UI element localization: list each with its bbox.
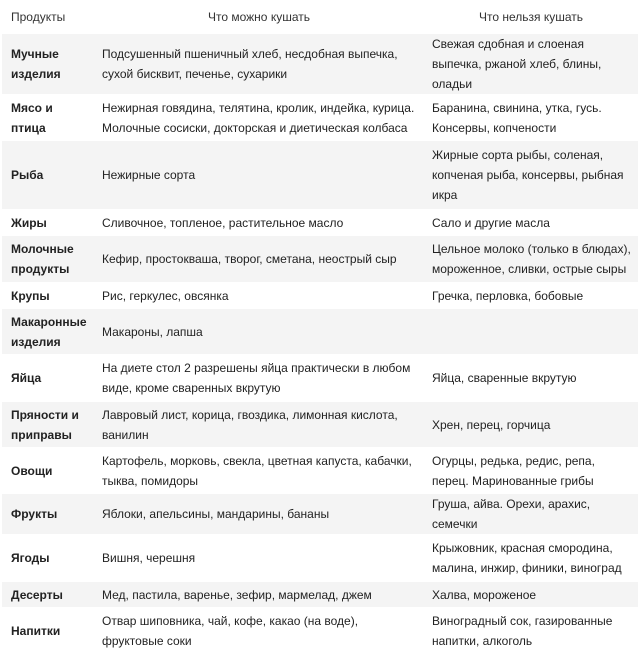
- allowed-cell: Вишня, черешня: [94, 535, 424, 582]
- forbidden-cell: Крыжовник, красная смородина, малина, инжир, финики, виноград: [424, 535, 638, 582]
- header-forbidden: Что нельзя кушать: [478, 10, 584, 24]
- header-row: [2, 0, 638, 34]
- table-row: [2, 355, 638, 402]
- forbidden-cell: Груша, айва. Орехи, арахис, семечки: [424, 494, 638, 535]
- forbidden-cell: Жирные сорта рыбы, соленая, копченая рыба, консервы, рыбная икра: [424, 141, 638, 210]
- allowed-cell: Нежирные сорта: [94, 141, 424, 210]
- product-cell: Рыба: [2, 141, 94, 210]
- forbidden-cell: [424, 309, 638, 355]
- product-cell: Десерты: [2, 582, 94, 608]
- table-row: [2, 582, 638, 608]
- product-cell: Напитки: [2, 608, 94, 654]
- forbidden-cell: Сало и другие масла: [424, 210, 638, 236]
- allowed-cell: Сливочное, топленое, растительное масло: [94, 210, 424, 236]
- product-cell: Жиры: [2, 210, 94, 236]
- table-row: [2, 210, 638, 236]
- forbidden-cell: Хрен, перец, горчица: [424, 402, 638, 448]
- table-row: [2, 34, 638, 95]
- table-row: [2, 448, 638, 494]
- product-cell: Молочные продукты: [2, 236, 94, 283]
- table-row: [2, 535, 638, 582]
- product-cell: Пряности и приправы: [2, 402, 94, 448]
- forbidden-cell: Яйца, сваренные вкрутую: [424, 355, 638, 402]
- forbidden-cell: Баранина, свинина, утка, гусь. Консервы, копчености: [424, 95, 638, 141]
- table-row: [2, 236, 638, 283]
- forbidden-cell: Виноградный сок, газированные напитки, алкоголь: [424, 608, 638, 654]
- table-row: [2, 494, 638, 535]
- product-cell: Мучные изделия: [2, 34, 94, 95]
- table-row: [2, 141, 638, 210]
- product-cell: Мясо и птица: [2, 95, 94, 141]
- table-body: [2, 34, 638, 654]
- product-cell: Яйца: [2, 355, 94, 402]
- forbidden-cell: Гречка, перловка, бобовые: [424, 283, 638, 309]
- table-row: [2, 309, 638, 355]
- allowed-cell: Лавровый лист, корица, гвоздика, лимонная кислота, ванилин: [94, 402, 424, 448]
- header-products: Продукты: [11, 10, 66, 24]
- forbidden-cell: Огурцы, редька, редис, репа, перец. Маринованные грибы: [424, 448, 638, 494]
- allowed-cell: Нежирная говядина, телятина, кролик, индейка, курица. Молочные сосиски, докторская и диетическая колбаса: [94, 95, 424, 141]
- diet-table: [2, 0, 638, 654]
- forbidden-cell: Цельное молоко (только в блюдах), мороженное, сливки, острые сыры: [424, 236, 638, 283]
- allowed-cell: Мед, пастила, варенье, зефир, мармелад, джем: [94, 582, 424, 608]
- forbidden-cell: Свежая сдобная и слоеная выпечка, ржаной хлеб, блины, оладьи: [424, 34, 638, 95]
- table-header: [2, 0, 638, 34]
- table-row: [2, 95, 638, 141]
- header-allowed: Что можно кушать: [208, 10, 310, 24]
- allowed-cell: Макароны, лапша: [94, 309, 424, 355]
- table-row: [2, 283, 638, 309]
- product-cell: Ягоды: [2, 535, 94, 582]
- allowed-cell: На диете стол 2 разрешены яйца практически в любом виде, кроме сваренных вкрутую: [94, 355, 424, 402]
- allowed-cell: Картофель, морковь, свекла, цветная капуста, кабачки, тыква, помидоры: [94, 448, 424, 494]
- allowed-cell: Отвар шиповника, чай, кофе, какао (на воде), фруктовые соки: [94, 608, 424, 654]
- product-cell: Овощи: [2, 448, 94, 494]
- allowed-cell: Рис, геркулес, овсянка: [94, 283, 424, 309]
- allowed-cell: Яблоки, апельсины, мандарины, бананы: [94, 494, 424, 535]
- allowed-cell: Кефир, простокваша, творог, сметана, неострый сыр: [94, 236, 424, 283]
- table-row: [2, 402, 638, 448]
- forbidden-cell: Халва, мороженое: [424, 582, 638, 608]
- allowed-cell: Подсушенный пшеничный хлеб, несдобная выпечка, сухой бисквит, печенье, сухарики: [94, 34, 424, 95]
- product-cell: Макаронные изделия: [2, 309, 94, 355]
- product-cell: Фрукты: [2, 494, 94, 535]
- product-cell: Крупы: [2, 283, 94, 309]
